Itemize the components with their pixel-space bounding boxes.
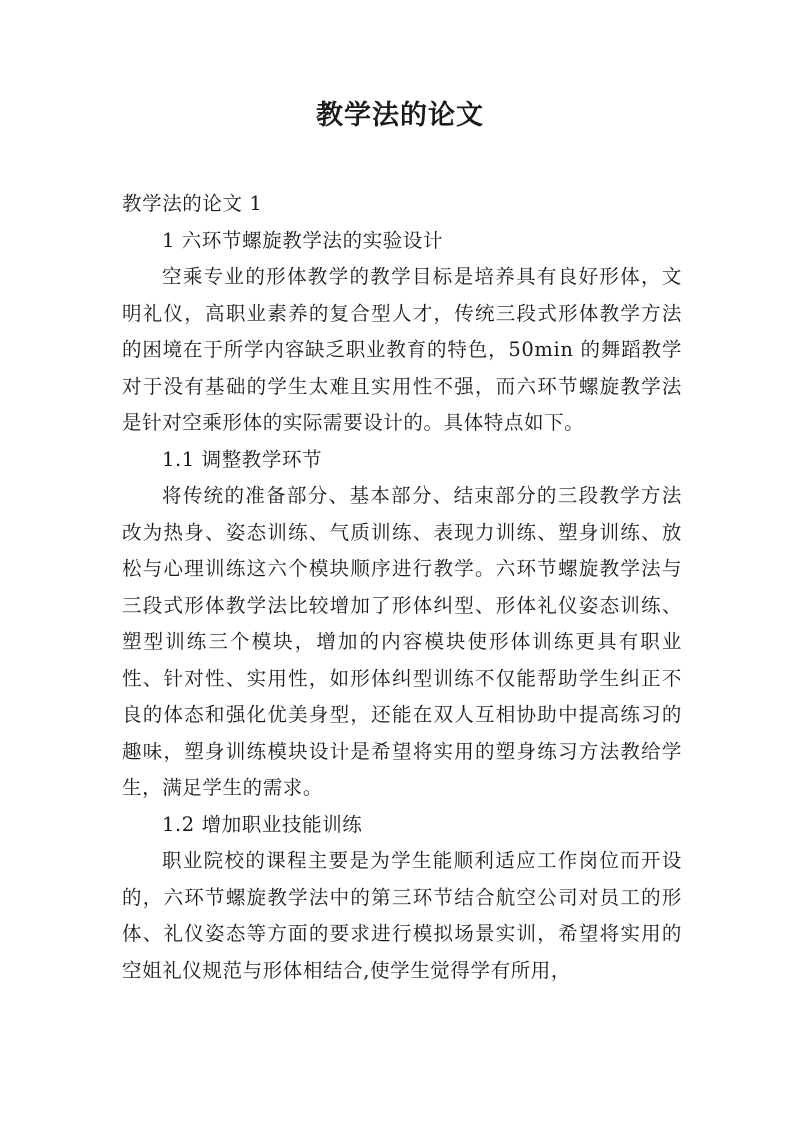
section-heading: 教学法的论文 1	[122, 192, 263, 215]
subsection-heading: 1.1 调整教学环节	[162, 447, 323, 471]
body-paragraph: 空乘专业的形体教学的教学目标是培养具有良好形体，文明礼仪，高职业素养的复合型人才，传统三段式形体教学方法的困境在于所学内容缺乏职业教育的特色，50min 的舞蹈教学对于没有基础的学生太难且实用性不强，而六环节螺旋教学法是针对空乘形体的实际需要设计的。具体特点如下。	[122, 265, 682, 434]
subsection-heading: 1.2 增加职业技能训练	[162, 812, 363, 836]
document-title: 教学法的论文	[316, 100, 484, 131]
subsection-heading: 1 六环节螺旋教学法的实验设计	[162, 228, 444, 252]
body-paragraph: 将传统的准备部分、基本部分、结束部分的三段教学方法改为热身、姿态训练、气质训练、表现力训练、塑身训练、放松与心理训练这六个模块顺序进行教学。六环节螺旋教学法与三段式形体教学法比较增加了形体纠型、形体礼仪姿态训练、塑型训练三个模块，增加的内容模块使形体训练更具有职业性、针对性、实用性，如形体纠型训练不仅能帮助学生纠正不良的体态和强化优美身型，还能在双人互相协助中提高练习的趣味，塑身训练模块设计是希望将实用的塑身练习方法教给学生，满足学生的需求。	[122, 484, 682, 799]
body-paragraph: 职业院校的课程主要是为学生能顺利适应工作岗位而开设的，六环节螺旋教学法中的第三环节结合航空公司对员工的形体、礼仪姿态等方面的要求进行模拟场景实训，希望将实用的空姐礼仪规范与形体相结合,使学生觉得学有所用，	[122, 849, 682, 982]
document-body	[122, 186, 682, 989]
